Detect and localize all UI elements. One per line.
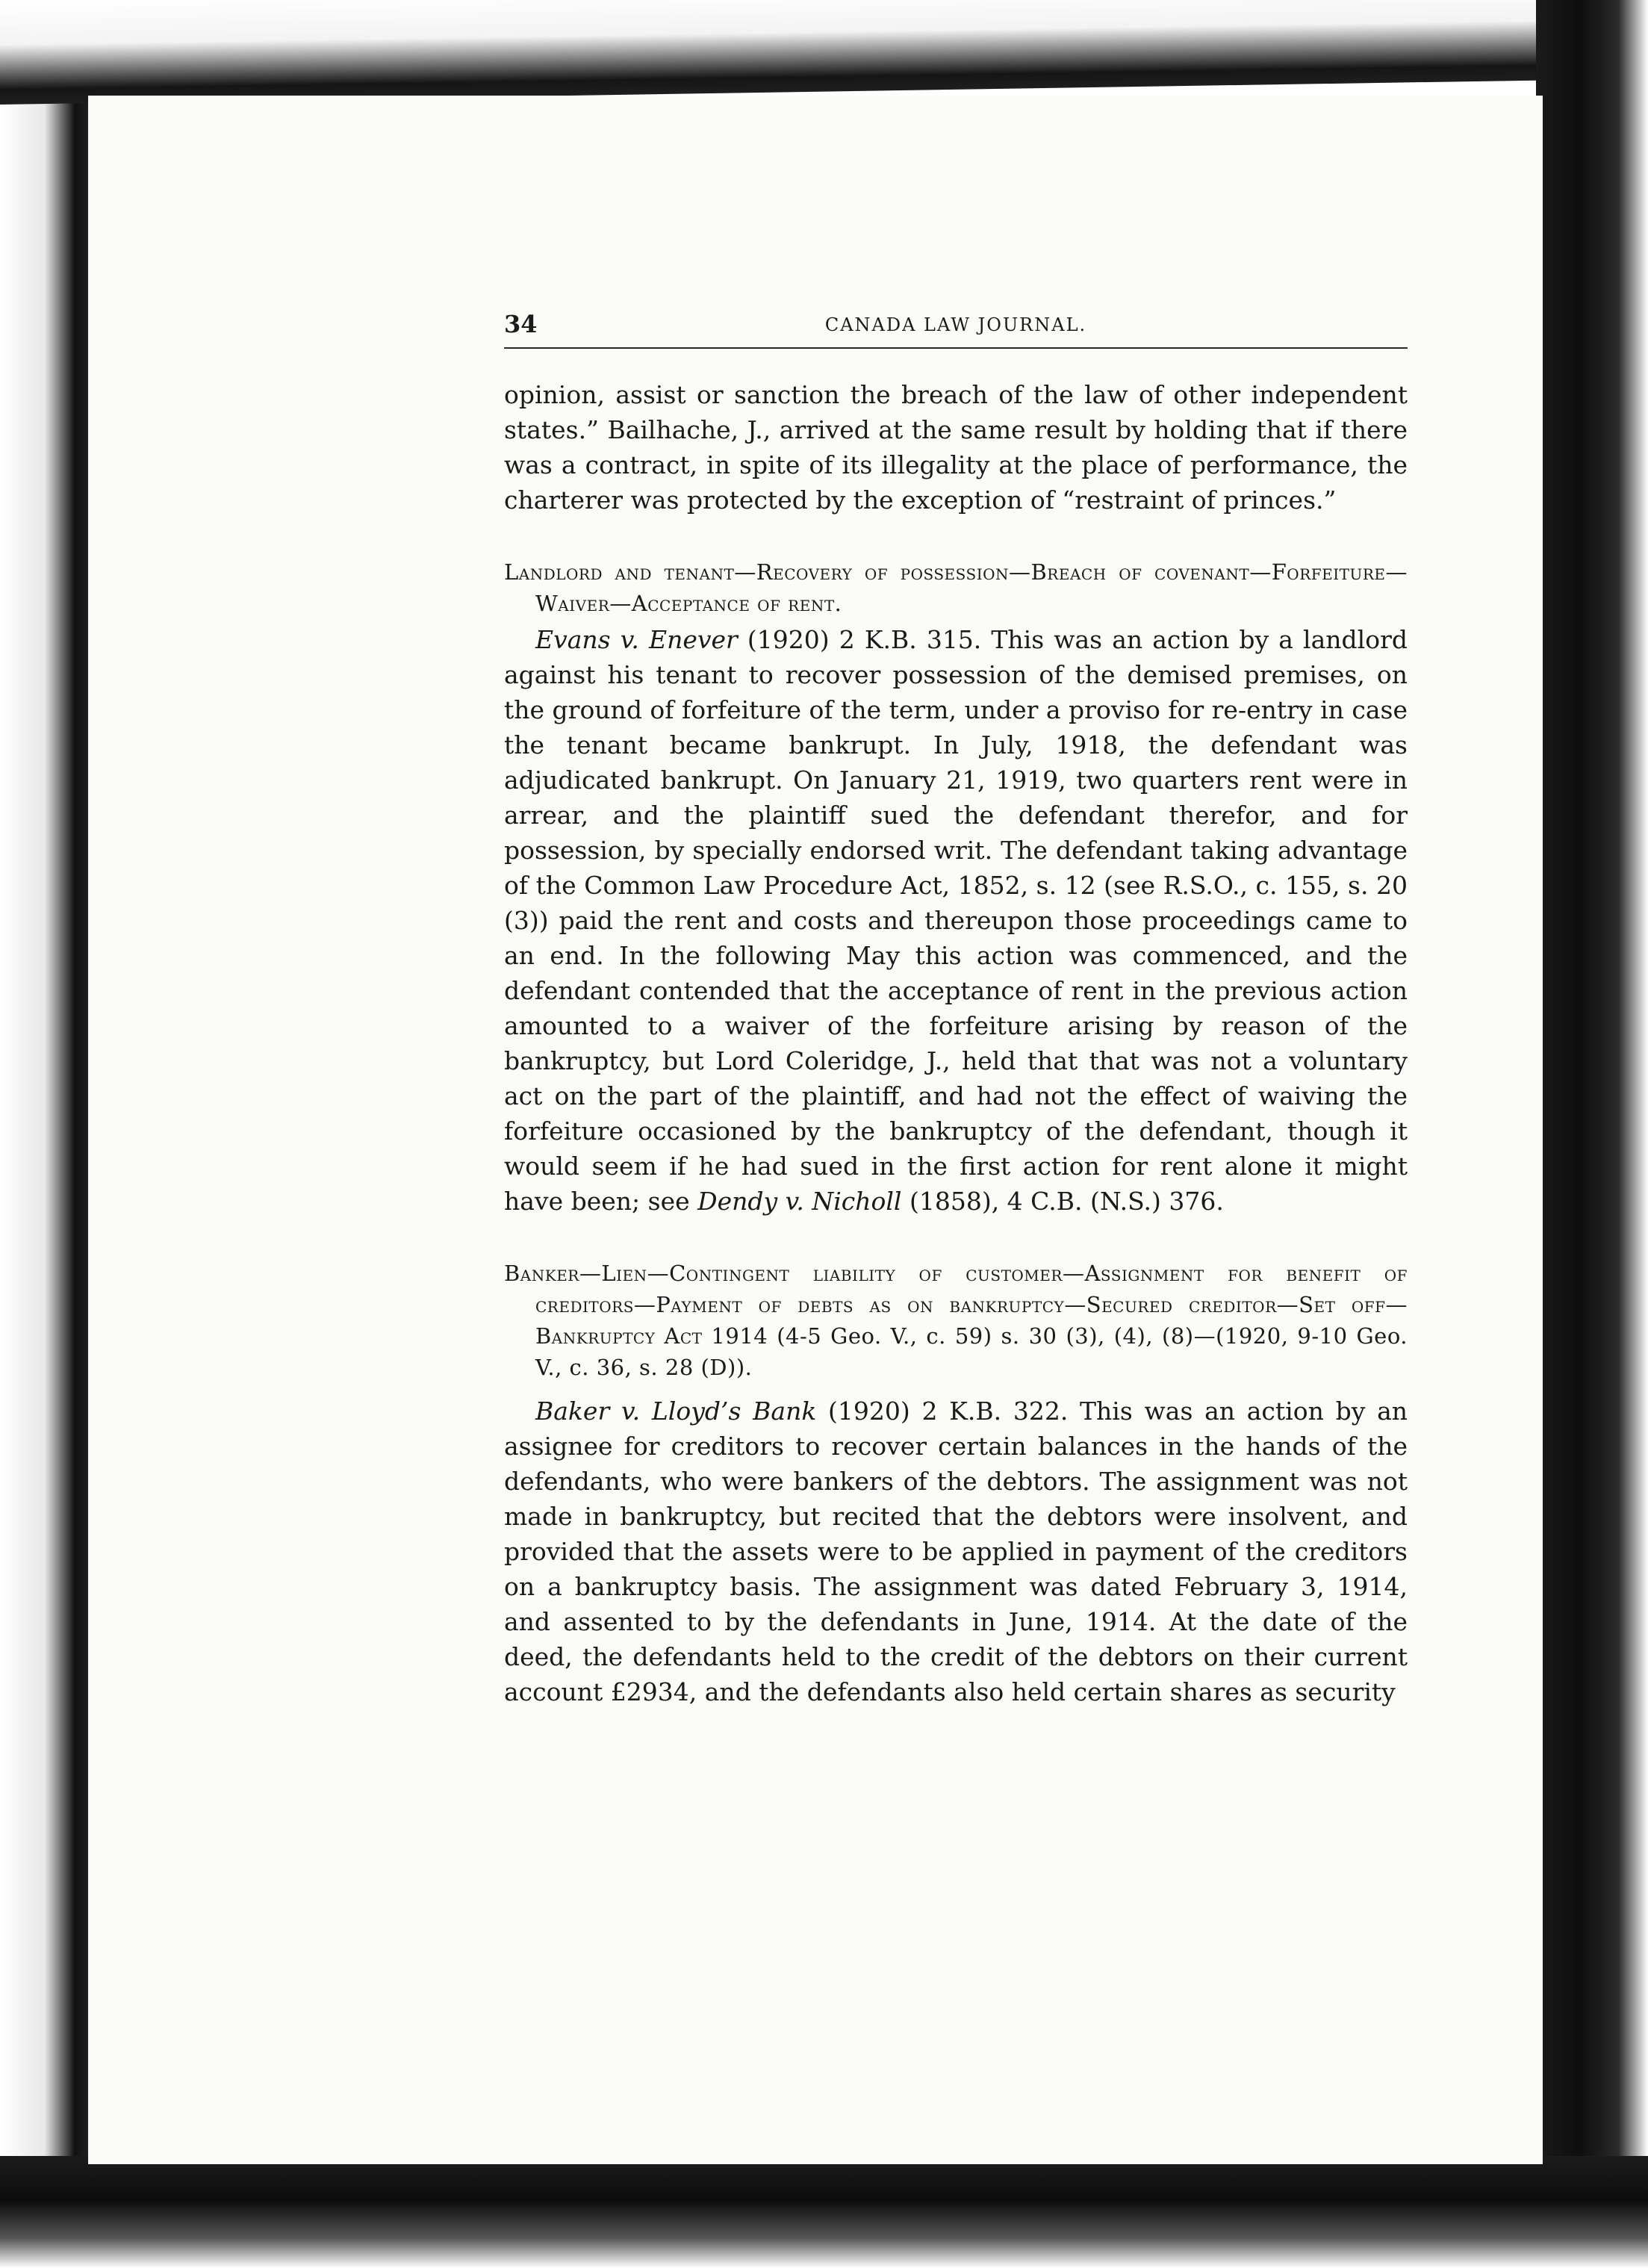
opening-paragraph: opinion, assist or sanction the breach of the law of other independent states.” Bailhache, J., arrived at the same result by holding that if there was a contract, in spite of its illegality at the place of performance, the charterer was protected by the exception of “restraint of princes.” — [504, 380, 1408, 515]
referenced-case-citation: (1858), 4 C.B. (N.S.) 376. — [901, 1187, 1224, 1216]
section-heading-landlord-tenant — [504, 556, 1408, 619]
section-heading-statute: 1914 (4-5 Geo. V., c. 59) s. 30 (3), (4), (8)—(1920, 9-10 Geo. V., c. 36, s. 28 (D)). — [535, 1323, 1408, 1380]
scan-border-bottom — [0, 2156, 1648, 2268]
running-header — [504, 310, 1408, 349]
journal-title: CANADA LAW JOURNAL. — [824, 314, 1087, 335]
case-summary: This was an action by an assignee for creditors to recover certain balances in the hands of the defendants, who were bankers of the debtors. The assignment was not made in bankruptcy, but recited that the debtors were insolvent, and provided that the assets were to be applied in payment of the creditors on a bankruptcy basis. The assignment was dated February 3, 1914, and assented to by the defendants in June, 1914. At the date of the deed, the defendants held to the credit of the debtors on their current account £2934, and the defendants also held certain shares as security — [504, 1396, 1408, 1706]
case-name: Baker v. Lloyd’s Bank — [535, 1396, 817, 1426]
case-citation: (1920) 2 K.B. 315. — [737, 625, 992, 654]
referenced-case-name: Dendy v. Nicholl — [697, 1187, 902, 1216]
section-heading-text: Banker—Lien—Contingent liability of customer—Assignment for benefit of creditors—Payment of debts as on bankruptcy—Secured creditor—Set off—Bankruptcy Act — [504, 1261, 1408, 1349]
spacer — [504, 1386, 1408, 1394]
case-citation: (1920) 2 K.B. 322. — [816, 1396, 1080, 1426]
section-body-evans-v-enever — [504, 622, 1408, 1219]
scan-border-top — [0, 0, 1648, 105]
case-name: Evans v. Enever — [535, 625, 738, 654]
scan-border-right — [1536, 0, 1648, 2268]
scan-border-left — [0, 0, 90, 2268]
case-summary: This was an action by a landlord against his tenant to recover possession of the demised premises, on the ground of forfeiture of the term, under a proviso for re-entry in case the tenant became bankrupt. In July, 1918, the defendant was adjudicated bankrupt. On January 21, 1919, two quarters rent were in arrear, and the plaintiff sued the defendant therefor, and for possession, by specially endorsed writ. The defendant taking advantage of the Common Law Procedure Act, 1852, s. 12 (see R.S.O., c. 155, s. 20 (3)) paid the rent and costs and thereupon those proceedings came to an end. In the following May this action was commenced, and the defendant contended that the acceptance of rent in the previous action amounted to a waiver of the forfeiture arising by reason of the bankruptcy, but Lord Coleridge, J., held that that was not a voluntary act on the part of the plaintiff, and had not the effect of waiving the forfeiture occasioned by the bankruptcy of the defendant, though it would seem if he had sued in the first action for rent alone it might have been; see — [504, 625, 1408, 1216]
page-number: 34 — [504, 310, 538, 338]
section-heading-text: Landlord and tenant—Recovery of possession—Breach of covenant—Forfeiture—Waiver—Acceptance of rent. — [504, 559, 1408, 616]
section-body-baker-v-lloyds-bank — [504, 1394, 1408, 1709]
page-content — [504, 310, 1408, 1709]
section-heading-banker-lien — [504, 1258, 1408, 1383]
